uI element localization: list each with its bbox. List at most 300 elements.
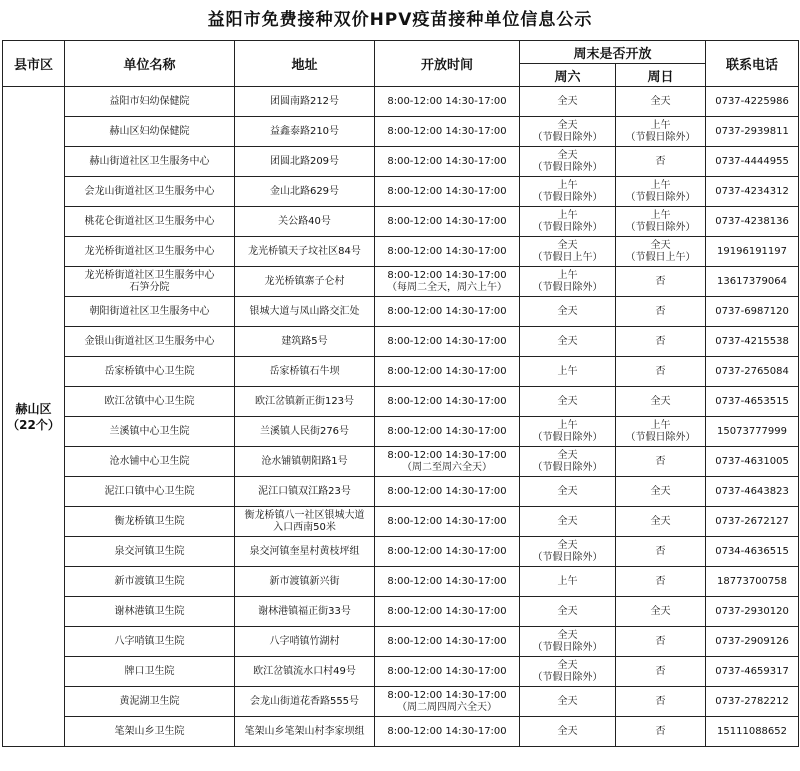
hours-cell-line: 8:00-12:00 14:30-17:00 bbox=[387, 215, 507, 227]
unit-name-cell bbox=[65, 147, 235, 177]
table-row bbox=[3, 417, 799, 447]
hours-cell-line: 8:00-12:00 14:30-17:00 bbox=[387, 449, 507, 461]
sunday-cell-line: 否 bbox=[655, 305, 666, 317]
unit-name-cell bbox=[65, 237, 235, 267]
hours-cell bbox=[375, 387, 520, 417]
address-cell bbox=[235, 237, 375, 267]
hours-cell-line: 8:00-12:00 14:30-17:00 bbox=[387, 185, 507, 197]
phone-cell-line: 0737-6987120 bbox=[715, 305, 789, 317]
unit-name-cell bbox=[65, 417, 235, 447]
hours-cell-line: 8:00-12:00 14:30-17:00 bbox=[387, 245, 507, 257]
phone-cell bbox=[706, 687, 799, 717]
saturday-cell-line: 全天 bbox=[557, 539, 578, 551]
address-cell-line: 泉交河镇奎星村黄枝坪组 bbox=[249, 545, 360, 557]
address-cell bbox=[235, 657, 375, 687]
phone-cell-line: 0737-4225986 bbox=[715, 95, 789, 107]
address-cell-line: 建筑路5号 bbox=[281, 335, 328, 347]
header-hours: 开放时间 bbox=[375, 41, 520, 87]
unit-name-cell bbox=[65, 567, 235, 597]
unit-name-cell bbox=[65, 297, 235, 327]
saturday-cell bbox=[520, 117, 616, 147]
saturday-cell-line: 全天 bbox=[557, 515, 578, 527]
sunday-cell bbox=[616, 87, 706, 117]
saturday-cell-line: 全天 bbox=[557, 119, 578, 131]
address-cell bbox=[235, 357, 375, 387]
address-cell bbox=[235, 477, 375, 507]
address-cell bbox=[235, 177, 375, 207]
address-cell-line: 会龙山街道花香路555号 bbox=[249, 695, 360, 707]
hours-cell-line: 8:00-12:00 14:30-17:00 bbox=[387, 575, 507, 587]
sunday-cell bbox=[616, 177, 706, 207]
address-cell bbox=[235, 297, 375, 327]
address-cell-line: 益鑫泰路210号 bbox=[269, 125, 340, 137]
phone-cell bbox=[706, 87, 799, 117]
phone-cell bbox=[706, 417, 799, 447]
saturday-cell-line: 上午 bbox=[557, 179, 578, 191]
address-cell-line: 八字哨镇竹湖村 bbox=[269, 635, 340, 647]
sunday-cell-line: 否 bbox=[655, 155, 666, 167]
saturday-cell-line: 全天 bbox=[557, 305, 578, 317]
saturday-cell-line: （节假日除外） bbox=[532, 461, 603, 473]
phone-cell-line: 0737-4234312 bbox=[715, 185, 789, 197]
saturday-cell-line: （节假日除外） bbox=[532, 131, 603, 143]
hours-cell bbox=[375, 87, 520, 117]
table-row bbox=[3, 327, 799, 357]
phone-cell-line: 13617379064 bbox=[717, 275, 788, 287]
header-saturday: 周六 bbox=[520, 64, 616, 87]
address-cell bbox=[235, 597, 375, 627]
header-sunday: 周日 bbox=[616, 64, 706, 87]
hours-cell bbox=[375, 237, 520, 267]
saturday-cell bbox=[520, 627, 616, 657]
table-row bbox=[3, 597, 799, 627]
header-phone: 联系电话 bbox=[706, 41, 799, 87]
phone-cell bbox=[706, 477, 799, 507]
sunday-cell-line: 否 bbox=[655, 365, 666, 377]
sunday-cell bbox=[616, 627, 706, 657]
saturday-cell bbox=[520, 657, 616, 687]
sunday-cell-line: 全天 bbox=[650, 485, 671, 497]
hours-cell bbox=[375, 447, 520, 477]
phone-cell bbox=[706, 117, 799, 147]
hours-cell bbox=[375, 597, 520, 627]
table-row bbox=[3, 477, 799, 507]
phone-cell bbox=[706, 597, 799, 627]
sunday-cell bbox=[616, 507, 706, 537]
sunday-cell bbox=[616, 687, 706, 717]
saturday-cell bbox=[520, 537, 616, 567]
table-row bbox=[3, 357, 799, 387]
sunday-cell-line: 否 bbox=[655, 665, 666, 677]
saturday-cell-line: 全天 bbox=[557, 95, 578, 107]
saturday-cell bbox=[520, 237, 616, 267]
sunday-cell bbox=[616, 567, 706, 597]
sunday-cell bbox=[616, 387, 706, 417]
unit-name-cell bbox=[65, 687, 235, 717]
sunday-cell bbox=[616, 717, 706, 747]
sunday-cell-line: 否 bbox=[655, 335, 666, 347]
hours-cell-line: 8:00-12:00 14:30-17:00 bbox=[387, 95, 507, 107]
table-row bbox=[3, 537, 799, 567]
phone-cell-line: 19196191197 bbox=[717, 245, 788, 257]
address-cell bbox=[235, 327, 375, 357]
table-row bbox=[3, 267, 799, 297]
sunday-cell bbox=[616, 417, 706, 447]
sunday-cell-line: 全天 bbox=[650, 515, 671, 527]
hours-cell-line: 8:00-12:00 14:30-17:00 bbox=[387, 515, 507, 527]
saturday-cell bbox=[520, 717, 616, 747]
phone-cell bbox=[706, 267, 799, 297]
unit-name-cell-line: 岳家桥镇中心卫生院 bbox=[104, 365, 195, 377]
address-cell-line: 团圆南路212号 bbox=[269, 95, 340, 107]
unit-name-cell-line: 金银山街道社区卫生服务中心 bbox=[84, 335, 215, 347]
unit-name-cell-line: 牌口卫生院 bbox=[124, 665, 175, 677]
address-cell-line: 笔架山乡笔架山村李家坝组 bbox=[244, 725, 365, 737]
table-row bbox=[3, 237, 799, 267]
unit-name-cell bbox=[65, 507, 235, 537]
saturday-cell bbox=[520, 327, 616, 357]
table-row bbox=[3, 717, 799, 747]
sunday-cell-line: 上午 bbox=[650, 419, 671, 431]
saturday-cell bbox=[520, 147, 616, 177]
hours-cell-line: 8:00-12:00 14:30-17:00 bbox=[387, 305, 507, 317]
page-title: 益阳市免费接种双价HPV疫苗接种单位信息公示 bbox=[207, 10, 593, 30]
sunday-cell bbox=[616, 297, 706, 327]
saturday-cell-line: 上午 bbox=[557, 365, 578, 377]
phone-cell-line: 0737-4238136 bbox=[715, 215, 789, 227]
hours-cell bbox=[375, 687, 520, 717]
unit-name-cell bbox=[65, 117, 235, 147]
unit-name-cell-line: 赫山街道社区卫生服务中心 bbox=[89, 155, 210, 167]
unit-name-cell-line: 益阳市妇幼保健院 bbox=[109, 95, 190, 107]
vaccination-sites-table bbox=[2, 40, 799, 747]
phone-cell-line: 0737-4444955 bbox=[715, 155, 789, 167]
unit-name-cell bbox=[65, 177, 235, 207]
hours-cell bbox=[375, 297, 520, 327]
phone-cell bbox=[706, 387, 799, 417]
saturday-cell-line: 全天 bbox=[557, 395, 578, 407]
hours-cell bbox=[375, 717, 520, 747]
sunday-cell bbox=[616, 327, 706, 357]
unit-name-cell bbox=[65, 357, 235, 387]
unit-name-cell-line: 泉交河镇卫生院 bbox=[114, 545, 185, 557]
hours-cell-line: （周二至周六全天） bbox=[402, 461, 492, 473]
address-cell bbox=[235, 507, 375, 537]
saturday-cell-line: （节假日除外） bbox=[532, 641, 603, 653]
address-cell bbox=[235, 417, 375, 447]
unit-name-cell-line: 会龙山街道社区卫生服务中心 bbox=[84, 185, 215, 197]
address-cell bbox=[235, 717, 375, 747]
saturday-cell-line: 全天 bbox=[557, 605, 578, 617]
phone-cell bbox=[706, 207, 799, 237]
saturday-cell-line: 上午 bbox=[557, 575, 578, 587]
sunday-cell-line: 全天 bbox=[650, 395, 671, 407]
sunday-cell-line: 否 bbox=[655, 695, 666, 707]
phone-cell-line: 0737-2672127 bbox=[715, 515, 789, 527]
address-cell-line: 欧江岔镇新正街123号 bbox=[254, 395, 355, 407]
saturday-cell-line: 上午 bbox=[557, 419, 578, 431]
address-cell-line: 沧水铺镇朝阳路1号 bbox=[261, 455, 348, 467]
unit-name-cell bbox=[65, 87, 235, 117]
sunday-cell-line: 否 bbox=[655, 725, 666, 737]
address-cell bbox=[235, 387, 375, 417]
address-cell bbox=[235, 87, 375, 117]
hours-cell bbox=[375, 657, 520, 687]
table-row bbox=[3, 207, 799, 237]
table-row bbox=[3, 117, 799, 147]
sunday-cell bbox=[616, 657, 706, 687]
hours-cell-line: 8:00-12:00 14:30-17:00 bbox=[387, 635, 507, 647]
sunday-cell-line: 否 bbox=[655, 635, 666, 647]
phone-cell-line: 15111088652 bbox=[717, 725, 788, 737]
phone-cell-line: 0737-2930120 bbox=[715, 605, 789, 617]
table-row bbox=[3, 297, 799, 327]
phone-cell bbox=[706, 717, 799, 747]
address-cell-line: 入口西南50米 bbox=[273, 521, 336, 533]
address-cell-line: 谢林港镇福正街33号 bbox=[258, 605, 351, 617]
unit-name-cell-line: 衡龙桥镇卫生院 bbox=[114, 515, 185, 527]
address-cell-line: 关公路40号 bbox=[278, 215, 331, 227]
address-cell bbox=[235, 117, 375, 147]
address-cell-line: 团圆北路209号 bbox=[269, 155, 340, 167]
hours-cell-line: 8:00-12:00 14:30-17:00 bbox=[387, 335, 507, 347]
unit-name-cell-line: 笔架山乡卫生院 bbox=[114, 725, 185, 737]
hours-cell bbox=[375, 537, 520, 567]
address-cell bbox=[235, 537, 375, 567]
saturday-cell-line: 上午 bbox=[557, 209, 578, 221]
hours-cell-line: 8:00-12:00 14:30-17:00 bbox=[387, 725, 507, 737]
saturday-cell-line: （节假日除外） bbox=[532, 161, 603, 173]
sunday-cell bbox=[616, 267, 706, 297]
county-name: 赫山区 bbox=[15, 401, 52, 416]
unit-name-cell-line: 欧江岔镇中心卫生院 bbox=[104, 395, 195, 407]
hours-cell-line: 8:00-12:00 14:30-17:00 bbox=[387, 365, 507, 377]
hours-cell-line: 8:00-12:00 14:30-17:00 bbox=[387, 545, 507, 557]
unit-name-cell bbox=[65, 717, 235, 747]
unit-name-cell-line: 兰溪镇中心卫生院 bbox=[109, 425, 190, 437]
address-cell-line: 欧江岔镇流水口村49号 bbox=[253, 665, 356, 677]
unit-name-cell-line: 新市渡镇卫生院 bbox=[114, 575, 185, 587]
saturday-cell-line: 全天 bbox=[557, 725, 578, 737]
phone-cell-line: 0737-4659317 bbox=[715, 665, 789, 677]
sunday-cell bbox=[616, 597, 706, 627]
header-county: 县市区 bbox=[3, 41, 65, 87]
phone-cell-line: 0737-4653515 bbox=[715, 395, 789, 407]
sunday-cell bbox=[616, 357, 706, 387]
unit-name-cell bbox=[65, 447, 235, 477]
saturday-cell-line: （节假日除外） bbox=[532, 551, 603, 563]
phone-cell bbox=[706, 327, 799, 357]
address-cell-line: 泥江口镇双江路23号 bbox=[258, 485, 351, 497]
address-cell-line: 龙光桥镇天子坟社区84号 bbox=[248, 245, 361, 257]
phone-cell-line: 0737-2782212 bbox=[715, 695, 789, 707]
sunday-cell-line: 上午 bbox=[650, 119, 671, 131]
phone-cell bbox=[706, 507, 799, 537]
address-cell bbox=[235, 687, 375, 717]
address-cell-line: 岳家桥镇石牛坝 bbox=[269, 365, 340, 377]
saturday-cell bbox=[520, 297, 616, 327]
saturday-cell bbox=[520, 417, 616, 447]
sunday-cell-line: 上午 bbox=[650, 179, 671, 191]
phone-cell bbox=[706, 657, 799, 687]
table-body bbox=[3, 87, 799, 747]
hours-cell-line: 8:00-12:00 14:30-17:00 bbox=[387, 269, 507, 281]
address-cell bbox=[235, 147, 375, 177]
address-cell-line: 兰溪镇人民街276号 bbox=[259, 425, 350, 437]
sunday-cell-line: （节假日除外） bbox=[625, 221, 696, 233]
unit-name-cell-line: 朝阳街道社区卫生服务中心 bbox=[89, 305, 210, 317]
sunday-cell bbox=[616, 537, 706, 567]
sunday-cell bbox=[616, 207, 706, 237]
phone-cell-line: 0734-4636515 bbox=[715, 545, 789, 557]
sunday-cell bbox=[616, 237, 706, 267]
sunday-cell-line: （节假日上午） bbox=[625, 251, 696, 263]
sunday-cell-line: 否 bbox=[655, 455, 666, 467]
hours-cell bbox=[375, 477, 520, 507]
saturday-cell bbox=[520, 507, 616, 537]
saturday-cell-line: 全天 bbox=[557, 335, 578, 347]
saturday-cell bbox=[520, 567, 616, 597]
header-weekend: 周末是否开放 bbox=[520, 41, 706, 64]
hours-cell bbox=[375, 147, 520, 177]
unit-name-cell bbox=[65, 267, 235, 297]
address-cell-line: 金山北路629号 bbox=[269, 185, 340, 197]
unit-name-cell bbox=[65, 597, 235, 627]
hours-cell bbox=[375, 117, 520, 147]
table-row bbox=[3, 657, 799, 687]
phone-cell-line: 15073777999 bbox=[717, 425, 788, 437]
address-cell bbox=[235, 567, 375, 597]
phone-cell-line: 0737-2939811 bbox=[715, 125, 789, 137]
address-cell bbox=[235, 207, 375, 237]
phone-cell bbox=[706, 447, 799, 477]
hours-cell-line: 8:00-12:00 14:30-17:00 bbox=[387, 125, 507, 137]
saturday-cell-line: 全天 bbox=[557, 239, 578, 251]
table-row bbox=[3, 507, 799, 537]
hours-cell-line: （每周二全天，周六上午） bbox=[387, 281, 507, 293]
sunday-cell-line: 全天 bbox=[650, 95, 671, 107]
header-address: 地址 bbox=[235, 41, 375, 87]
saturday-cell bbox=[520, 267, 616, 297]
address-cell bbox=[235, 267, 375, 297]
phone-cell bbox=[706, 177, 799, 207]
saturday-cell bbox=[520, 597, 616, 627]
unit-name-cell-line: 沧水铺中心卫生院 bbox=[109, 455, 190, 467]
address-cell-line: 衡龙桥镇八一社区银城大道 bbox=[244, 509, 365, 521]
sunday-cell bbox=[616, 117, 706, 147]
hours-cell-line: 8:00-12:00 14:30-17:00 bbox=[387, 605, 507, 617]
hours-cell bbox=[375, 267, 520, 297]
hours-cell bbox=[375, 327, 520, 357]
phone-cell bbox=[706, 237, 799, 267]
hours-cell-line: （周二周四周六全天） bbox=[397, 701, 497, 713]
unit-name-cell bbox=[65, 627, 235, 657]
unit-name-cell-line: 泥江口镇中心卫生院 bbox=[104, 485, 195, 497]
sunday-cell bbox=[616, 447, 706, 477]
phone-cell bbox=[706, 537, 799, 567]
hours-cell bbox=[375, 177, 520, 207]
hours-cell bbox=[375, 507, 520, 537]
sunday-cell-line: （节假日除外） bbox=[625, 191, 696, 203]
sunday-cell-line: 否 bbox=[655, 275, 666, 287]
sunday-cell-line: 上午 bbox=[650, 209, 671, 221]
address-cell bbox=[235, 627, 375, 657]
unit-name-cell bbox=[65, 327, 235, 357]
sunday-cell-line: （节假日除外） bbox=[625, 431, 696, 443]
address-cell bbox=[235, 447, 375, 477]
unit-name-cell bbox=[65, 657, 235, 687]
saturday-cell bbox=[520, 177, 616, 207]
hours-cell-line: 8:00-12:00 14:30-17:00 bbox=[387, 665, 507, 677]
hours-cell-line: 8:00-12:00 14:30-17:00 bbox=[387, 485, 507, 497]
saturday-cell-line: （节假日除外） bbox=[532, 221, 603, 233]
table-row bbox=[3, 447, 799, 477]
unit-name-cell-line: 黄泥湖卫生院 bbox=[119, 695, 180, 707]
county-count: （22个） bbox=[7, 417, 60, 432]
unit-name-cell-line: 龙光桥街道社区卫生服务中心 bbox=[84, 245, 215, 257]
saturday-cell-line: 全天 bbox=[557, 629, 578, 641]
saturday-cell-line: （节假日除外） bbox=[532, 281, 603, 293]
unit-name-cell-line: 石笋分院 bbox=[129, 281, 170, 293]
unit-name-cell bbox=[65, 207, 235, 237]
phone-cell-line: 0737-4215538 bbox=[715, 335, 789, 347]
sunday-cell bbox=[616, 147, 706, 177]
saturday-cell bbox=[520, 357, 616, 387]
unit-name-cell bbox=[65, 477, 235, 507]
phone-cell-line: 0737-4631005 bbox=[715, 455, 789, 467]
phone-cell-line: 18773700758 bbox=[717, 575, 788, 587]
saturday-cell bbox=[520, 387, 616, 417]
hours-cell-line: 8:00-12:00 14:30-17:00 bbox=[387, 395, 507, 407]
sunday-cell-line: （节假日除外） bbox=[625, 131, 696, 143]
unit-name-cell-line: 八字哨镇卫生院 bbox=[114, 635, 185, 647]
saturday-cell-line: （节假日除外） bbox=[532, 671, 603, 683]
sunday-cell-line: 否 bbox=[655, 545, 666, 557]
phone-cell bbox=[706, 567, 799, 597]
table-row bbox=[3, 87, 799, 117]
phone-cell-line: 0737-2765084 bbox=[715, 365, 789, 377]
saturday-cell bbox=[520, 477, 616, 507]
saturday-cell-line: 全天 bbox=[557, 485, 578, 497]
saturday-cell-line: 上午 bbox=[557, 269, 578, 281]
table-row bbox=[3, 387, 799, 417]
hours-cell-line: 8:00-12:00 14:30-17:00 bbox=[387, 689, 507, 701]
unit-name-cell-line: 桃花仑街道社区卫生服务中心 bbox=[84, 215, 215, 227]
header-name: 单位名称 bbox=[65, 41, 235, 87]
phone-cell-line: 0737-2909126 bbox=[715, 635, 789, 647]
saturday-cell-line: 全天 bbox=[557, 449, 578, 461]
phone-cell-line: 0737-4643823 bbox=[715, 485, 789, 497]
hours-cell bbox=[375, 207, 520, 237]
unit-name-cell-line: 龙光桥街道社区卫生服务中心 bbox=[84, 269, 215, 281]
hours-cell bbox=[375, 357, 520, 387]
phone-cell bbox=[706, 357, 799, 387]
sunday-cell-line: 否 bbox=[655, 575, 666, 587]
table-row bbox=[3, 177, 799, 207]
saturday-cell bbox=[520, 87, 616, 117]
address-cell-line: 新市渡镇新兴街 bbox=[269, 575, 340, 587]
address-cell-line: 银城大道与凤山路交汇处 bbox=[249, 305, 360, 317]
unit-name-cell-line: 赫山区妇幼保健院 bbox=[109, 125, 190, 137]
county-cell bbox=[3, 87, 65, 747]
hours-cell bbox=[375, 567, 520, 597]
hours-cell-line: 8:00-12:00 14:30-17:00 bbox=[387, 155, 507, 167]
sunday-cell-line: 全天 bbox=[650, 239, 671, 251]
saturday-cell-line: 全天 bbox=[557, 149, 578, 161]
sunday-cell-line: 全天 bbox=[650, 605, 671, 617]
table-row bbox=[3, 567, 799, 597]
unit-name-cell bbox=[65, 537, 235, 567]
